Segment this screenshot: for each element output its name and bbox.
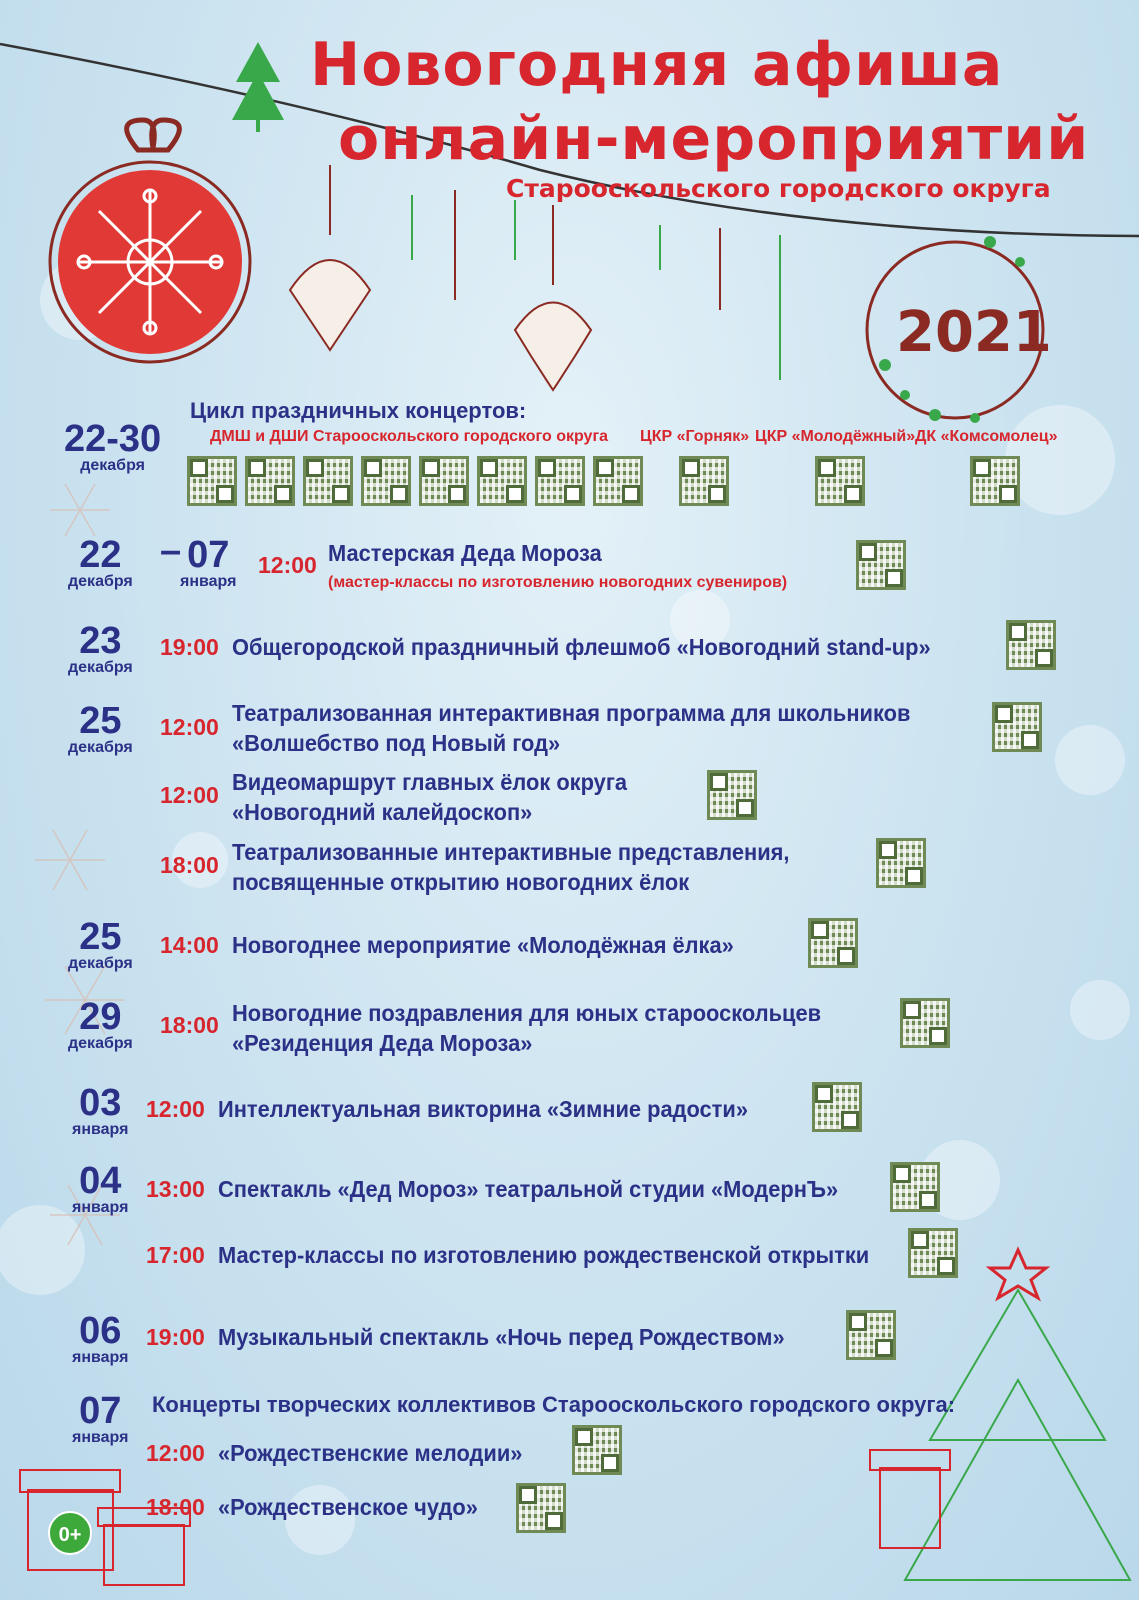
event-time: 12:00	[146, 1096, 205, 1122]
qr-code[interactable]	[572, 1425, 622, 1475]
date-badge	[68, 702, 133, 756]
cycle-komsomolets-label: ДК «Комсомолец»	[915, 428, 1058, 445]
event-title	[232, 930, 734, 960]
qr-code[interactable]	[856, 540, 906, 590]
qr-code[interactable]	[679, 456, 729, 506]
qr-code[interactable]	[516, 1483, 566, 1533]
cycle-gornyak-label: ЦКР «Горняк»	[640, 428, 750, 445]
date-badge	[72, 1162, 128, 1216]
date-month: января	[180, 573, 237, 590]
event-title	[232, 767, 627, 827]
qr-code[interactable]	[707, 770, 757, 820]
age-rating-badge: 0+	[48, 1511, 92, 1555]
event-title	[232, 632, 931, 662]
qr-code[interactable]	[808, 918, 858, 968]
qr-code[interactable]	[593, 456, 643, 506]
qr-code[interactable]	[1006, 620, 1056, 670]
qr-code[interactable]	[970, 456, 1020, 506]
event-time: 12:00	[258, 552, 317, 578]
date-badge	[68, 622, 133, 676]
event-line1: Театрализованные интерактивные представления,	[232, 839, 790, 865]
event-title: «Рождественские мелодии»	[218, 1440, 523, 1466]
event-time: 19:00	[160, 634, 219, 660]
event-time: 18:00	[160, 1012, 219, 1038]
date-month: декабря	[68, 573, 133, 590]
date-badge	[72, 1312, 128, 1366]
event-time: 13:00	[146, 1176, 205, 1202]
date-number: 22	[79, 534, 122, 576]
date-from	[68, 536, 133, 590]
date-month: января	[72, 1429, 129, 1446]
event-title	[232, 998, 821, 1058]
event-title: «Рождественское чудо»	[218, 1494, 478, 1520]
event-title: Мастерская Деда Мороза	[328, 540, 602, 566]
date-number: 25	[79, 700, 122, 742]
date-badge	[72, 1084, 128, 1138]
date-number: 25	[79, 916, 122, 958]
cycle-heading: Цикл праздничных концертов:	[190, 398, 527, 423]
cycle-dmsh-label: ДМШ и ДШИ Старооскольского городского округа	[210, 428, 609, 445]
qr-code[interactable]	[908, 1228, 958, 1278]
cycle-molodezhny-label: ЦКР «Молодёжный»	[755, 428, 916, 445]
date-to	[180, 536, 236, 590]
qr-code[interactable]	[245, 456, 295, 506]
event-line1: Интеллектуальная викторина «Зимние радости»	[218, 1096, 748, 1122]
qr-code[interactable]	[900, 998, 950, 1048]
date-badge	[68, 998, 133, 1052]
event-title	[218, 1174, 838, 1204]
event-line1: Музыкальный спектакль «Ночь перед Рождеством»	[218, 1324, 785, 1350]
date-month: января	[72, 1199, 129, 1216]
event-title	[218, 1094, 748, 1124]
qr-code[interactable]	[876, 838, 926, 888]
event-time: 18:00	[160, 852, 219, 878]
qr-code[interactable]	[187, 456, 237, 506]
date-month: декабря	[68, 1035, 133, 1052]
qr-code[interactable]	[361, 456, 411, 506]
date-range-dash: –	[160, 530, 182, 572]
event-time: 18:00	[146, 1494, 205, 1520]
date-number: 07	[79, 1390, 122, 1432]
qr-code[interactable]	[846, 1310, 896, 1360]
page-subtitle: Старооскольского городского округа	[506, 174, 1051, 203]
final-heading: Концерты творческих коллективов Старооскольского городского округа:	[152, 1392, 956, 1417]
date-month: декабря	[68, 955, 133, 972]
event-title	[218, 1322, 785, 1352]
event-line1: Общегородской праздничный флешмоб «Новогодний stand-up»	[232, 634, 931, 660]
event-line2: «Новогодний калейдоскоп»	[232, 799, 533, 825]
event-line2: «Волшебство под Новый год»	[232, 730, 561, 756]
event-note: (мастер-классы по изготовлению новогодних сувениров)	[328, 574, 788, 591]
page-title-line1: Новогодняя афиша	[310, 30, 1004, 100]
date-month: января	[72, 1121, 129, 1138]
date-month: декабря	[68, 739, 133, 756]
event-title	[232, 698, 910, 758]
date-number: 03	[79, 1082, 122, 1124]
event-line2: посвященные открытию новогодних ёлок	[232, 869, 690, 895]
date-month: января	[72, 1349, 129, 1366]
date-month: декабря	[68, 659, 133, 676]
qr-code[interactable]	[992, 702, 1042, 752]
qr-code[interactable]	[815, 456, 865, 506]
date-number: 04	[79, 1160, 122, 1202]
event-time: 12:00	[160, 714, 219, 740]
date-month: декабря	[80, 457, 145, 474]
qr-code[interactable]	[890, 1162, 940, 1212]
event-time: 14:00	[160, 932, 219, 958]
event-line1: Видеомаршрут главных ёлок округа	[232, 769, 628, 795]
qr-code[interactable]	[419, 456, 469, 506]
date-badge	[68, 918, 133, 972]
event-line1: Новогоднее мероприятие «Молодёжная ёлка»	[232, 932, 734, 958]
date-number: 06	[79, 1310, 122, 1352]
event-title	[232, 837, 790, 897]
event-title	[218, 1240, 869, 1270]
event-time: 12:00	[160, 782, 219, 808]
event-line2: «Резиденция Деда Мороза»	[232, 1030, 533, 1056]
date-number: 22-30	[64, 418, 162, 460]
date-number: 23	[79, 620, 122, 662]
qr-code[interactable]	[812, 1082, 862, 1132]
event-time: 12:00	[146, 1440, 205, 1466]
qr-code[interactable]	[477, 456, 527, 506]
event-line1: Мастер-классы по изготовлению рождественской открытки	[218, 1242, 870, 1268]
date-number: 07	[187, 534, 230, 576]
qr-code[interactable]	[303, 456, 353, 506]
event-line1: Спектакль «Дед Мороз» театральной студии «МодернЪ»	[218, 1176, 839, 1202]
event-line1: Новогодние поздравления для юных старооскольцев	[232, 1000, 822, 1026]
page-title-line2: онлайн-мероприятий	[338, 104, 1090, 174]
year-label: 2021	[896, 300, 1052, 365]
date-number: 29	[79, 996, 122, 1038]
event-line1: Театрализованная интерактивная программа для школьников	[232, 700, 911, 726]
date-badge	[72, 1392, 128, 1446]
qr-code[interactable]	[535, 456, 585, 506]
tree-icon	[232, 42, 284, 132]
event-time: 19:00	[146, 1324, 205, 1350]
event-time: 17:00	[146, 1242, 205, 1268]
date-cycle	[64, 420, 161, 474]
